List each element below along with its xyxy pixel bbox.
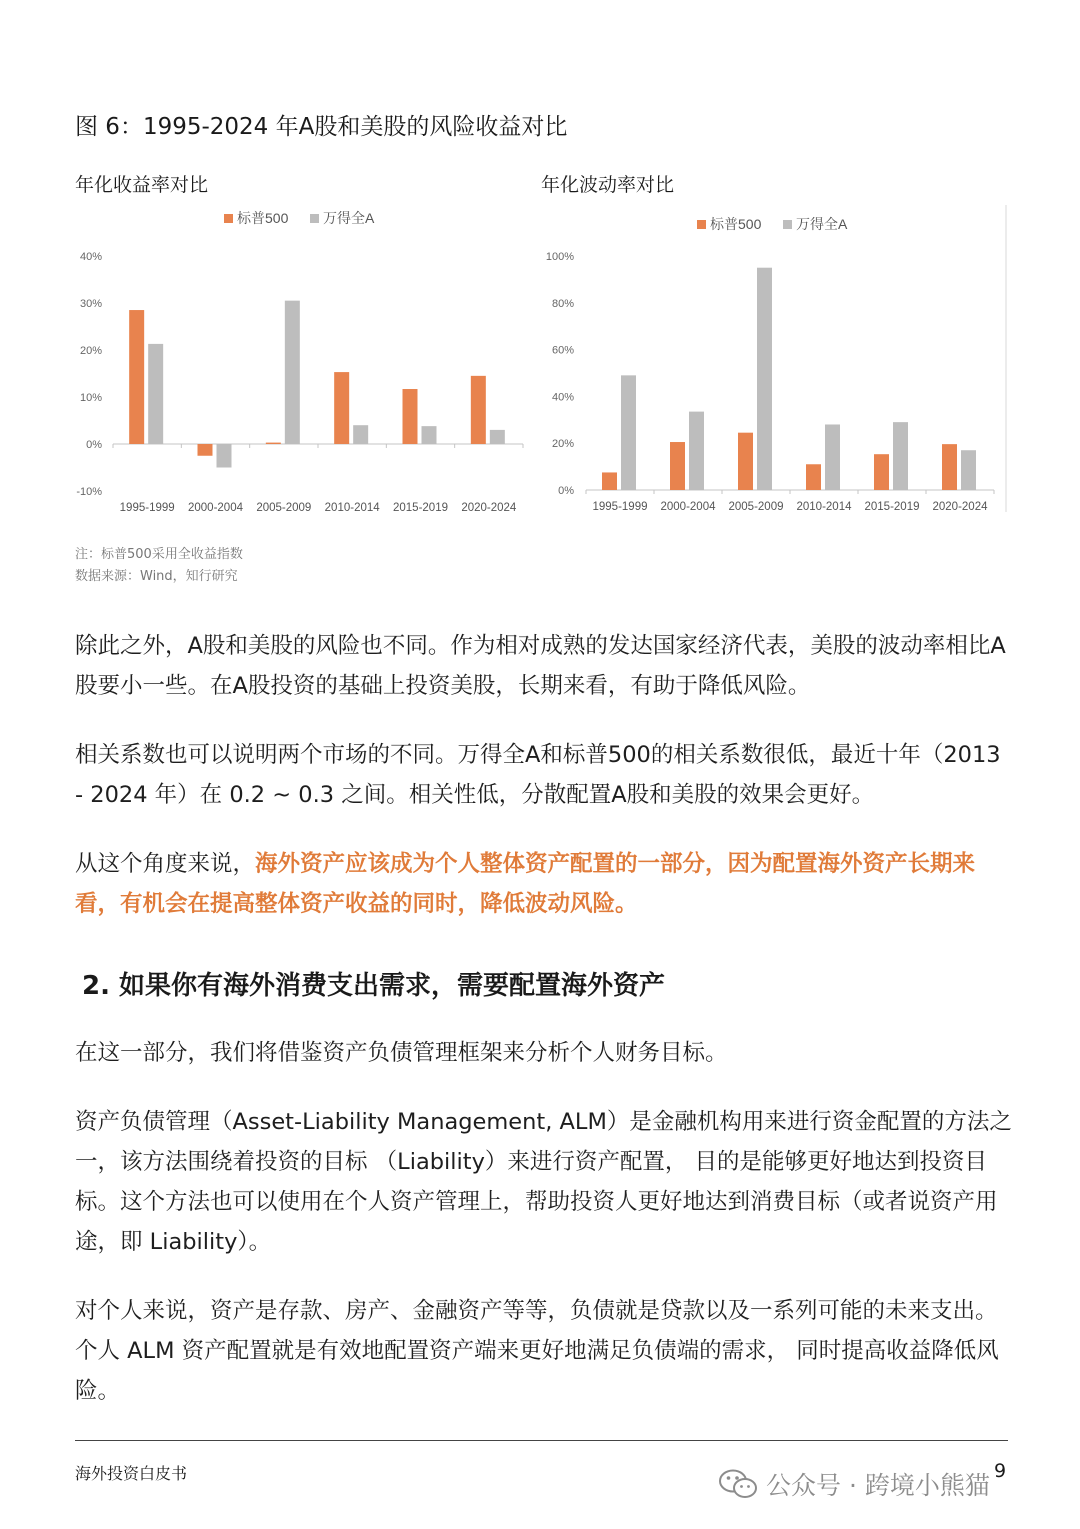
x-tick-label: 1995-1999	[119, 502, 175, 514]
watermark	[718, 1466, 990, 1502]
y-tick-label: 0%	[86, 439, 102, 451]
y-tick-label: 20%	[551, 438, 574, 451]
bar	[129, 310, 144, 444]
data-source-note: 数据来源：Wind，知行研究	[75, 569, 238, 584]
bar	[893, 422, 908, 490]
volatility-chart-label: 年化波动率对比	[541, 174, 675, 196]
y-tick-label: 0%	[558, 485, 574, 497]
y-tick-label: 60%	[551, 344, 574, 357]
x-tick-label: 2015-2019	[393, 502, 448, 514]
wechat-icon	[718, 1468, 758, 1500]
x-tick-label: 2005-2009	[256, 502, 312, 514]
return-chart-label: 年化收益率对比	[75, 174, 209, 196]
bar	[670, 442, 685, 490]
y-tick-label: 40%	[551, 391, 574, 404]
chart-note: 注：标普500采用全收益指数	[75, 547, 243, 562]
legend-label: 标普500	[237, 210, 289, 226]
bar	[471, 376, 486, 444]
bar	[689, 412, 704, 490]
section-heading: 2. 如果你有海外消费支出需求，需要配置海外资产	[82, 971, 666, 1001]
x-tick-label: 2015-2019	[864, 501, 920, 513]
bar	[874, 454, 889, 490]
bar	[353, 425, 368, 444]
bar	[738, 433, 753, 490]
x-tick-label: 2000-2004	[660, 501, 716, 513]
footer-title: 海外投资白皮书	[75, 1464, 188, 1483]
x-tick-label: 1995-1999	[592, 501, 648, 513]
y-tick-label: 10%	[79, 392, 102, 404]
legend-swatch	[224, 214, 233, 223]
bar	[285, 301, 300, 444]
bar	[806, 464, 821, 490]
x-tick-label: 2010-2014	[796, 501, 852, 513]
x-tick-label: 2010-2014	[324, 502, 380, 514]
y-tick-label: 80%	[551, 297, 574, 310]
bar	[621, 375, 636, 490]
paragraph-intro: 在这一部分，我们将借鉴资产负债管理框架来分析个人财务目标。	[75, 1040, 728, 1066]
bar	[942, 444, 957, 490]
paragraph-alm: 资产负债管理（Asset-Liability Management, ALM）是金融机构用来进行资金配置的方法之一，该方法围绕着投资的目标 （Liability）来进行资产配置， 目的是能够更好地达到投资目标。这个方法也可以使用在个人资产管理上，帮助投资人更好地达到消费目标（或者说资产用途，即 Liability）。	[75, 1109, 1012, 1255]
legend-label: 万得全A	[796, 216, 848, 232]
paragraph-conclusion	[75, 844, 1015, 924]
legend-label: 万得全A	[323, 210, 375, 226]
y-tick-label: -10%	[76, 486, 102, 498]
bar	[490, 430, 505, 444]
y-tick-label: 40%	[79, 251, 102, 263]
bar	[217, 444, 232, 468]
paragraph-personal-alm: 对个人来说，资产是存款、房产、金融资产等等，负债就是贷款以及一系列可能的未来支出。个人 ALM 资产配置就是有效地配置资产端来更好地满足负债端的需求， 同时提高收益降低风险。	[75, 1298, 999, 1404]
bar	[334, 372, 349, 444]
bar	[266, 443, 281, 444]
page-number: 9	[994, 1460, 1007, 1482]
y-tick-label: 30%	[79, 298, 102, 310]
bar	[757, 268, 772, 490]
legend-swatch	[310, 214, 319, 223]
y-tick-label: 100%	[545, 251, 574, 263]
figure-title: 图 6：1995-2024 年A股和美股的风险收益对比	[75, 114, 568, 140]
legend-swatch	[697, 220, 706, 229]
x-tick-label: 2000-2004	[188, 502, 243, 514]
paragraph-risk: 除此之外，A股和美股的风险也不同。作为相对成熟的发达国家经济代表，美股的波动率相比A股要小一些。在A股投资的基础上投资美股，长期来看，有助于降低风险。	[75, 633, 1006, 699]
y-tick-label: 20%	[79, 345, 102, 357]
bar	[602, 472, 617, 490]
legend-swatch	[783, 220, 792, 229]
watermark-text: 公众号 · 跨境小熊猫	[766, 1471, 990, 1500]
bar	[825, 424, 840, 490]
conclusion-highlight: 海外资产应该成为个人整体资产配置的一部分，因为配置海外资产长期来看，有机会在提高整体资产收益的同时，降低波动风险。	[75, 851, 976, 917]
bar	[198, 444, 213, 456]
footer-divider	[75, 1440, 1008, 1441]
paragraph-correlation: 相关系数也可以说明两个市场的不同。万得全A和标普500的相关系数很低，最近十年（2013 - 2024 年）在 0.2 ~ 0.3 之间。相关性低，分散配置A股和美股的效果会更好。	[75, 742, 1001, 808]
bar	[422, 426, 437, 444]
volatility-bar-chart	[537, 200, 1012, 520]
legend-label: 标普500	[710, 216, 762, 232]
return-bar-chart	[70, 200, 525, 520]
bar	[148, 344, 163, 444]
x-tick-label: 2005-2009	[728, 501, 784, 513]
x-tick-label: 2020-2024	[461, 502, 517, 514]
bar	[961, 450, 976, 490]
x-tick-label: 2020-2024	[932, 501, 988, 513]
conclusion-prefix: 从这个角度来说，	[75, 851, 256, 877]
bar	[403, 389, 418, 444]
